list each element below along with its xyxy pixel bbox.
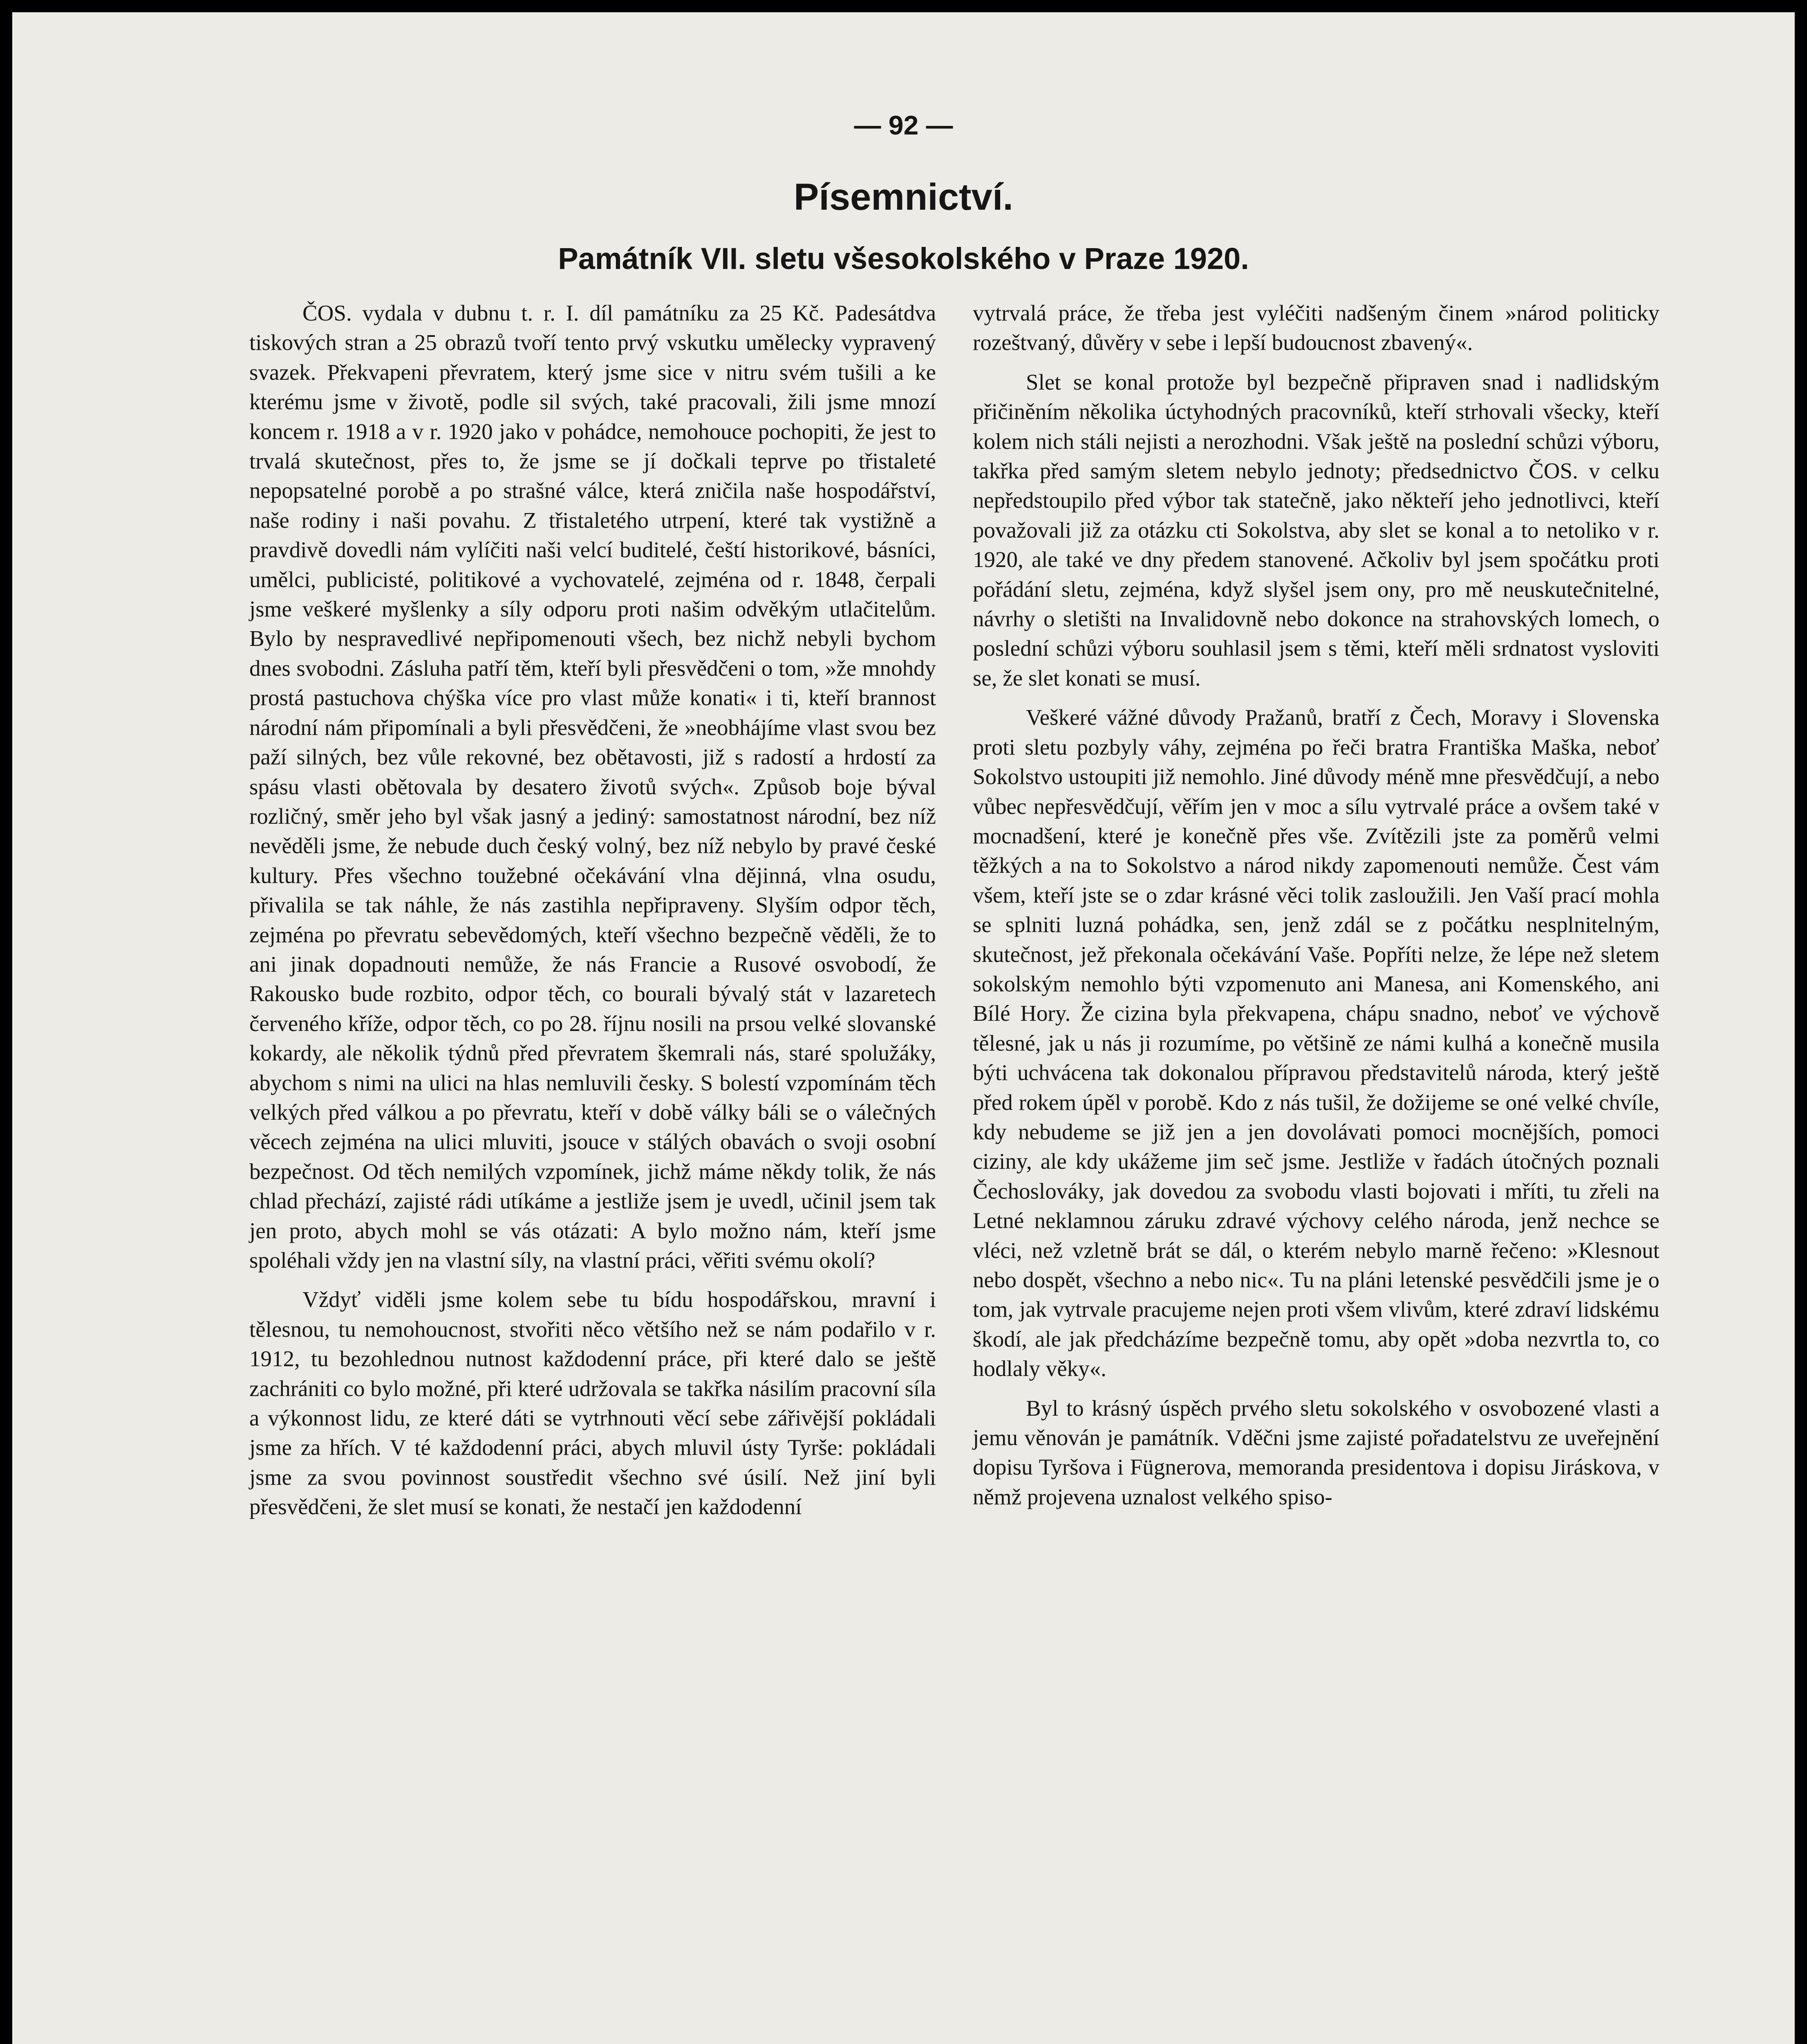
paragraph: Vždyť viděli jsme kolem sebe tu bídu hospodářskou, mravní i tělesnou, tu nemohoucnost, stvořiti něco většího než se nám podařilo v r. 1912, tu bezohlednou nutnost každodenní práce, při které dalo se ještě zachrániti co bylo možné, při které udržovala se takřka násilím pracovní síla a výkonnost lidu, ze které dáti se vytrhnouti věcí sebe zářivější pokládali jsme za hřích. V té každodenní práci, abych mluvil ústy Tyrše: pokládali jsme za svou povinnost soustředit všechno své úsilí. Než jiní byli přesvědčeni, že slet musí se konati, že nestačí jen každodenní <box>249 1287 936 1520</box>
section-title: Písemnictví. <box>794 176 1013 218</box>
scanned-page <box>12 12 1795 2044</box>
paragraph: Slet se konal protože byl bezpečně připraven snad i nadlidským přičiněním několika úctyhodných pracovníků, kteří strhovali všecky, kteří kolem nich stáli nejisti a nerozhodni. Však ještě na poslední schůzi výboru, takřka před samým sletem nebylo jednoty; předsednictvo ČOS. v celku nepředstoupilo před výbor tak statečně, jako někteří jeho jednotlivci, kteří považovali již za otázku cti Sokolstva, aby slet se konal a to netoliko v r. 1920, ale také ve dny předem stanovené. Ačkoliv byl jsem spočátku proti pořádání sletu, zejména, když slyšel jsem ony, pro mě neuskutečnitelné, návrhy o sletišti na Invalidovně nebo dokonce na strahovských lomech, o poslední schůzi výboru souhlasil jsem s těmi, kteří měli srdnatost vysloviti se, že slet konati se musí. <box>973 369 1659 690</box>
article-title: Památník VII. sletu všesokolského v Praze 1920. <box>558 242 1249 276</box>
page-number: — 92 — <box>854 110 953 140</box>
paragraph: vytrvalá práce, že třeba jest vyléčiti nadšeným činem »národ politicky rozeštvaný, důvěry v sebe i lepší budoucnost zbavený«. <box>973 300 1659 355</box>
left-column <box>249 298 936 1522</box>
paragraph: ČOS. vydala v dubnu t. r. I. díl památníku za 25 Kč. Padesátdva tiskových stran a 25 obrazů tvoří tento prvý vskutku umělecky vypravený svazek. Překvapeni převratem, který jsme sice v nitru svém tušili a ke kterému jsme v životě, podle sil svých, také pracovali, žili jsme mnozí koncem r. 1918 a v r. 1920 jako v pohádce, nemohouce pochopiti, že jest to trvalá skutečnost, přes to, že jsme se jí dočkali teprve po třistaleté nepopsatelné porobě a po strašné válce, která zničila naše hospodářství, naše rodiny i naši povahu. Z třistaletého utrpení, které tak vystižně a pravdivě dovedli nám vylíčiti naši velcí buditelé, čeští historikové, básníci, umělci, publicisté, politikové a vychovatelé, zejména od r. 1848, čerpali jsme veškeré myšlenky a síly odporu proti našim odvěkým utlačitelům. Bylo by nespravedlivé nepřipomenouti všech, bez nichž nebyli bychom dnes svobodni. Zásluha patří těm, kteří byli přesvědčeni o tom, »že mnohdy prostá pastuchova chýška více pro vlast může konati« i ti, kteří brannost národní nám připomínali a byli přesvědčeni, že »neobhájíme vlast svou bez paží silných, bez vůle rekovné, bez obětavosti, již s radostí a hrdostí za spásu vlasti obětovala by desatero životů svých«. Způsob boje býval rozličný, směr jeho byl však jasný a jediný: samostatnost národní, bez níž nevěděli jsme, že nebude duch český volný, bez níž nebylo by pravé české kultury. Přes všechno toužebné očekávání vlna dějinná, vlna osudu, přivalila se tak náhle, že nás zastihla nepřipraveny. Slyším odpor těch, zejména po převratu sebevědomých, kteří všechno bezpečně věděli, že to ani jinak dopadnouti nemůže, že nás Francie a Rusové osvobodí, že Rakousko bude rozbito, odpor těch, co bourali bývalý stát v lazaretech červeného kříže, odpor těch, co po 28. říjnu nosili na prsou velké slovanské kokardy, ale několik týdnů před převratem škemrali nás, staré spolužáky, abychom s nimi na ulici na hlas nemluvili česky. S bolestí vzpomínám těch velkých před válkou a po převratu, kteří v době války báli se o válečných věcech zejména na ulici mluviti, jsouce v stálých obavách o svoji osobní bezpečnost. Od těch nemilých vzpomínek, jichž máme někdy tolik, že nás chlad přechází, zajisté rádi utíkáme a jestliže jsem je uvedl, učinil jsem tak jen proto, abych mohl se vás otázati: A bylo možno nám, kteří jsme spoléhali vždy jen na vlastní síly, na vlastní práci, věřiti svému okolí? <box>249 300 936 1273</box>
paragraph: Veškeré vážné důvody Pražanů, bratří z Čech, Moravy i Slovenska proti sletu pozbyly váhy, zejména po řeči bratra Františka Maška, neboť Sokolstvo ustoupiti již nemohlo. Jiné důvody méně mne přesvědčují, a nebo vůbec nepřesvědčují, věřím jen v moc a sílu vytrvalé práce a ovšem také v mocnadšení, které je konečně přes vše. Zvítězili jste za poměrů velmi těžkých a na to Sokolstvo a národ nikdy zapomenouti nemůže. Čest vám všem, kteří jste se o zdar krásné věci tolik zasloužili. Jen Vaší prací mohla se splniti luzná pohádka, sen, jenž zdál se z počátku nesplnitelným, skutečnost, jež překonala očekávání Vaše. Popříti nelze, že lépe než sletem sokolským nemohlo býti vzpomenuto ani Manesa, ani Komenského, ani Bílé Hory. Že cizina byla překvapena, chápu snadno, neboť ve výchově tělesné, jak u nás ji rozumíme, po většině ze námi kulhá a konečně musila býti uchvácena tak dokonalou přípravou představitelů národa, který ještě před rokem úpěl v porobě. Kdo z nás tušil, že dožijeme se oné velké chvíle, kdy nebudeme se již jen a jen dovolávati pomoci mocnějších, pomoci ciziny, ale kdy ukážeme jim seč jsme. Jestliže v řadách útočných poznali Čechoslováky, jak dovedou za svobodu vlasti bojovati i mříti, tu zřeli na Letné neklamnou záruku zdravé výchovy celého národa, jenž nechce se vléci, než vzletně brát se dál, o kterém nebylo marně řečeno: »Klesnout nebo dospět, všechno a nebo nic«. Tu na pláni letenské pesvědčili jsme je o tom, jak vytrvale pracujeme nejen proti všem vlivům, které zdraví lidskému škodí, ale jak předcházíme bezpečně tomu, aby opět »doba nezvrtla to, co hodlaly věky«. <box>973 705 1659 1381</box>
paragraph: Byl to krásný úspěch prvého sletu sokolského v osvobozené vlasti a jemu věnován je památník. Vděčni jsme zajisté pořadatelstvu ze uveřejnění dopisu Tyršova i Fügnerova, memoranda presidentova i dopisu Jiráskova, v němž projevena uznalost velkého spiso- <box>973 1395 1659 1509</box>
right-column <box>973 298 1659 1512</box>
